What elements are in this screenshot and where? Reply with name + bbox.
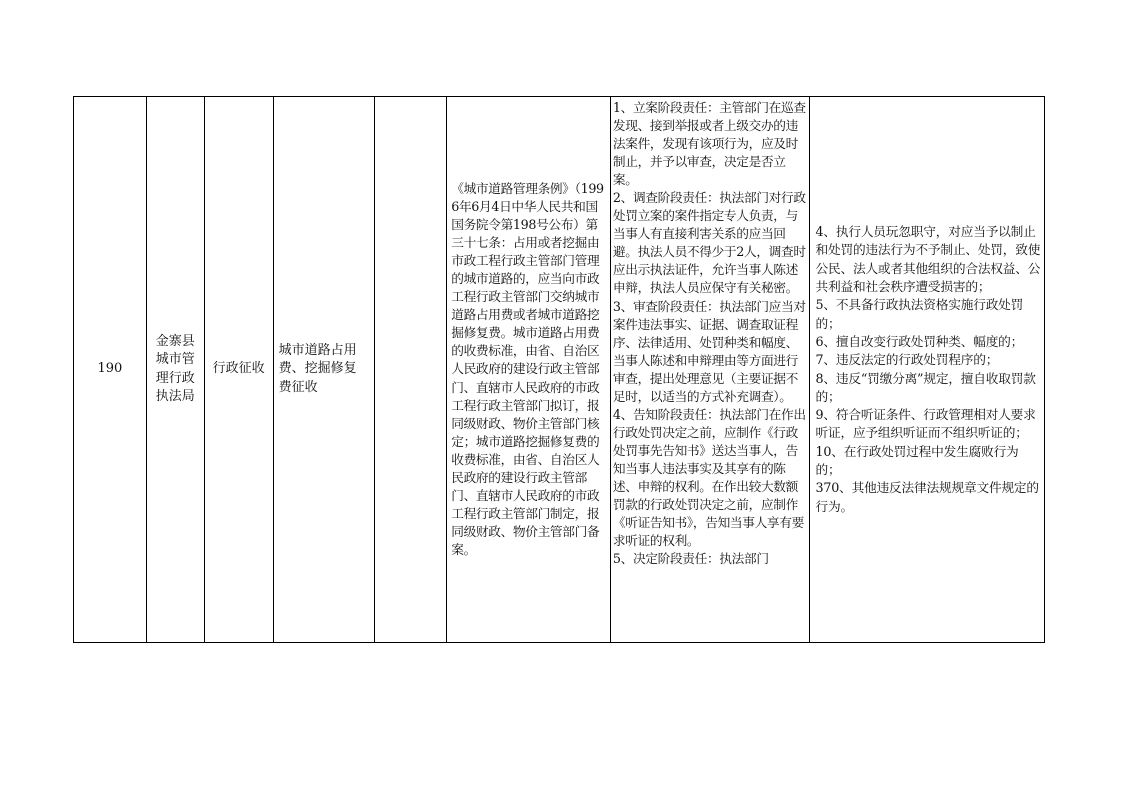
row-number-cell	[74, 97, 147, 642]
power-item-name: 城市道路占用费、挖掘修复费征收	[278, 342, 357, 395]
legal-basis-cell	[447, 97, 611, 642]
responsibility-text: 1、立案阶段责任：主管部门在巡查发现、接到举报或者上级交办的违法案件，发现有该项行为，应及时制止，并予以审查，决定是否立案。 2、调查阶段责任：执法部门对行政处罚立案的案件指定专人负责，与当事人有直接利害关系的应当回避。执法人员不得少于2人，调查时应出示执法证件，允许当事人陈述申辩，执法人员应保守有关秘密。 3、审查阶段责任：执法部门应当对案件违法事实、证据、调查取证程序、法律适用、处罚种类和幅度、当事人陈述和申辩理由等方面进行审查，提出处理意见（主要证据不足时，以适当的方式补充调查）。 4、告知阶段责任：执法部门在作出行政处罚决定之前，应制作《行政处罚事先告知书》送达当事人，告知当事人违法事实及其享有的陈述、申辩的权利。在作出较大数额罚款的行政处罚决定之前，应制作《听证告知书》，告知当事人享有要求听证的权利。 5、决定阶段责任：执法部门	[612, 100, 806, 567]
accountability-cell	[810, 97, 1044, 642]
legal-basis-text: 《城市道路管理条例》（1996年6月4日中华人民共和国国务院令第198号公布）第三十七条：占用或者挖掘由市政工程行政主管部门管理的城市道路的，应当向市政工程行政主管部门交纳城市道路占用费或者城市道路挖掘修复费。城市道路占用费的收费标准，由省、自治区人民政府的建设行政主管部门、直辖市人民政府的市政工程行政主管部门拟订，报同级财政、物价主管部门核定；城市道路挖掘修复费的收费标准，由省、自治区人民政府的建设行政主管部门、直辖市人民政府的市政工程行政主管部门制定，报同级财政、物价主管部门备案。	[451, 180, 604, 558]
power-category: 行政征收	[212, 361, 265, 377]
category-cell	[205, 97, 274, 642]
department-cell	[147, 97, 205, 642]
responsibility-cell	[611, 97, 811, 642]
item-name-cell	[274, 97, 376, 642]
department-name: 金寨县城市管理行政执法局	[155, 333, 195, 404]
responsibility-table-row	[73, 96, 1045, 643]
subitem-cell	[375, 97, 447, 642]
accountability-text: 4、执行人员玩忽职守，对应当予以制止和处罚的违法行为不予制止、处罚，致使公民、法人或者其他组织的合法权益、公共利益和社会秩序遭受损害的； 5、不具备行政执法资格实施行政处罚的； 6、擅自改变行政处罚种类、幅度的； 7、违反法定的行政处罚程序的； 8、违反“罚缴分离”规定，擅自收取罚款的； 9、符合听证条件、行政管理相对人要求听证，应予组织听证而不组织听证的； 10、在行政处罚过程中发生腐败行为的； 370、其他违反法律法规规章文件规定的行为。	[815, 224, 1041, 514]
row-number: 190	[97, 361, 123, 377]
